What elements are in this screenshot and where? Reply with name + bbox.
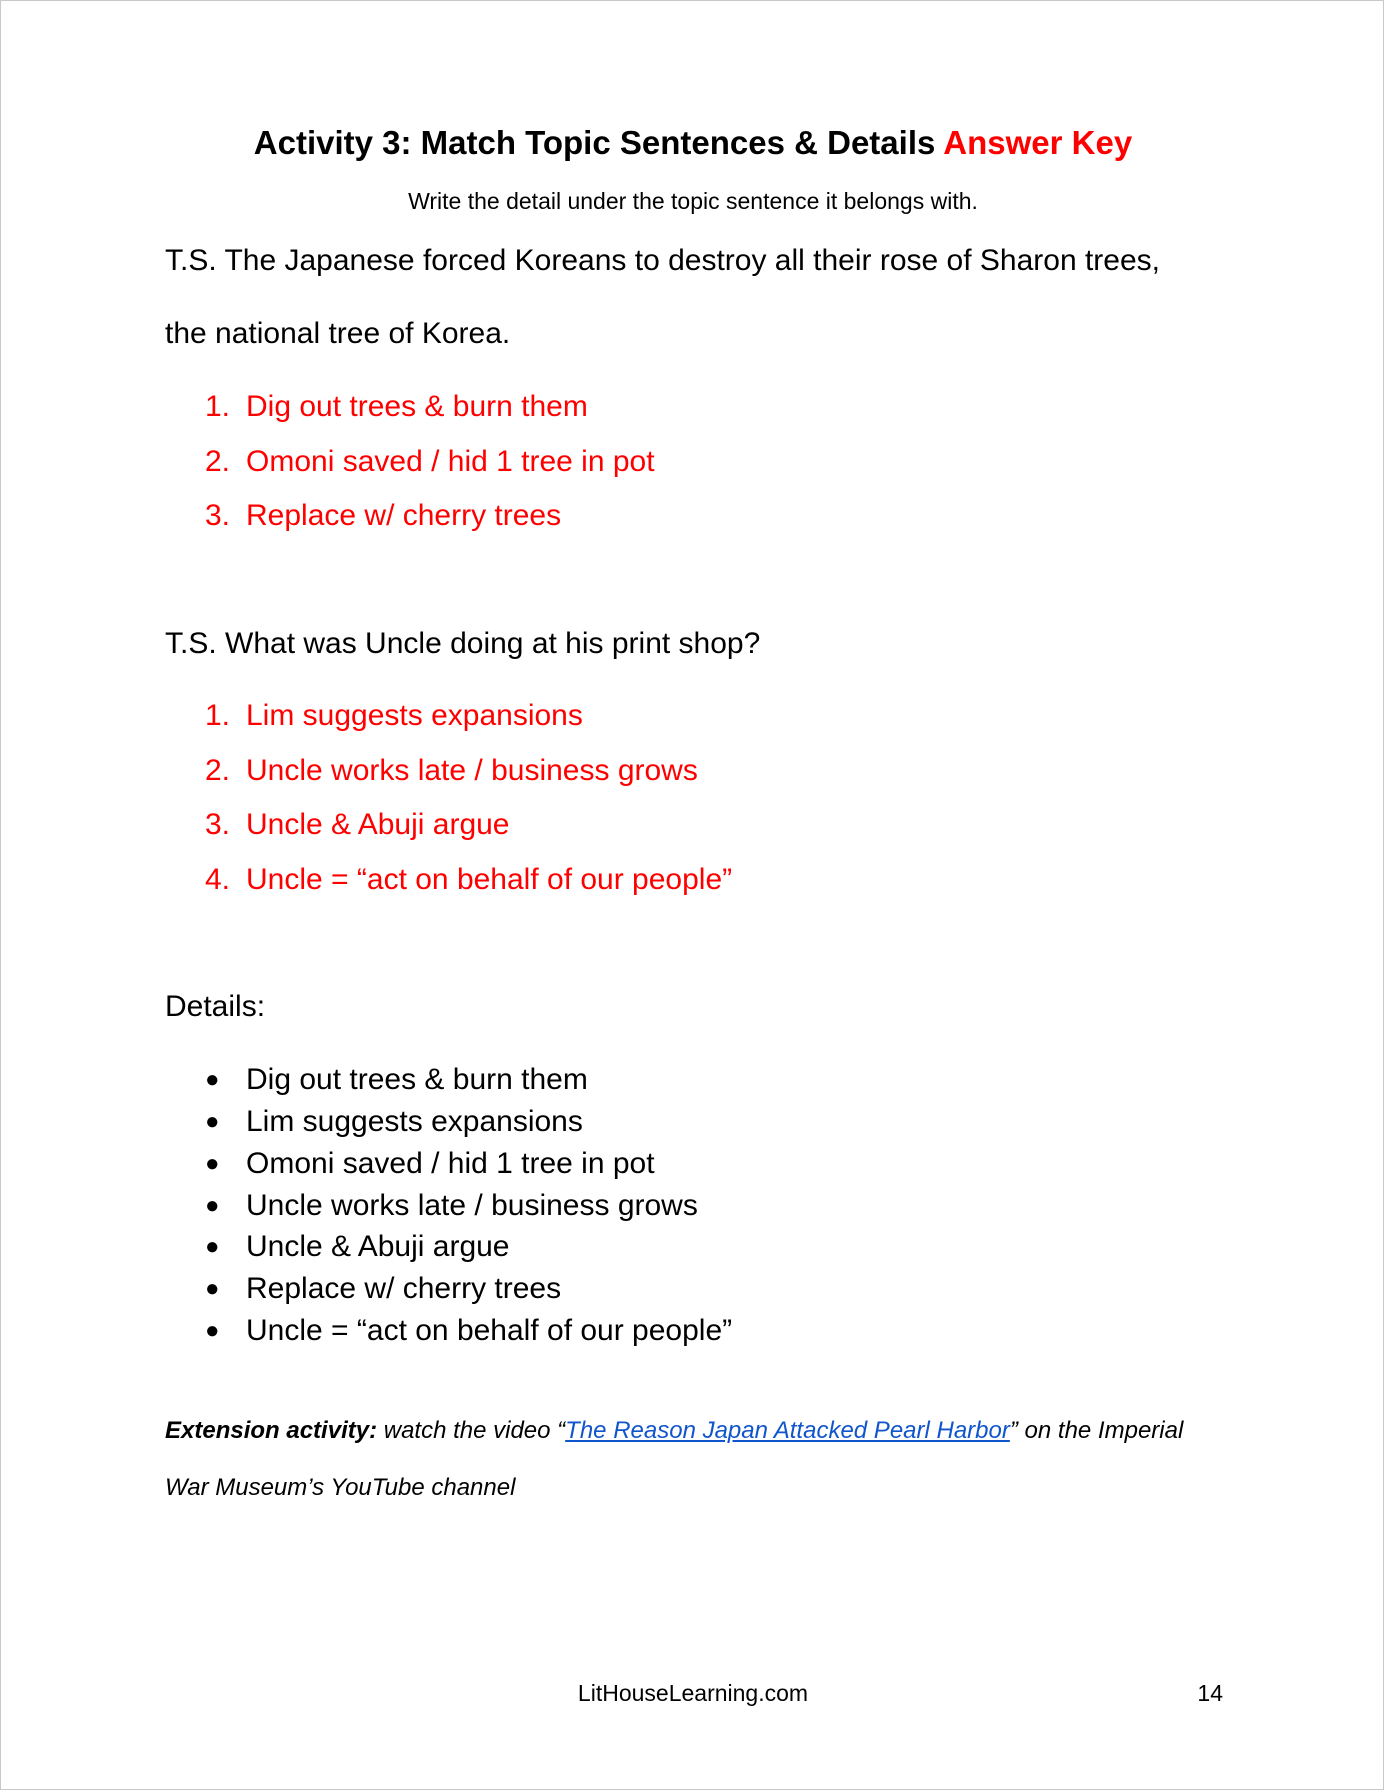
answer-text: Uncle & Abuji argue — [246, 808, 510, 841]
detail-text: Uncle works late / business grows — [246, 1189, 698, 1222]
video-link[interactable]: The Reason Japan Attacked Pearl Harbor — [565, 1417, 1010, 1444]
bullet-icon: ● — [205, 1108, 220, 1135]
answer-text: Lim suggests expansions — [246, 699, 583, 732]
footer-site: LitHouseLearning.com — [577, 1680, 809, 1706]
extension-activity-line-2: War Museum’s YouTube channel — [165, 1474, 516, 1501]
answer-number: 1. — [205, 699, 231, 732]
answer-number: 2. — [205, 754, 231, 787]
bullet-icon: ● — [205, 1192, 220, 1219]
answer-text: Omoni saved / hid 1 tree in pot — [246, 445, 655, 478]
bullet-icon: ● — [205, 1150, 220, 1177]
extension-before-link: watch the video “ — [377, 1417, 566, 1444]
detail-text: Omoni saved / hid 1 tree in pot — [246, 1147, 655, 1180]
page-title — [1, 122, 1384, 164]
answer-text: Replace w/ cherry trees — [246, 499, 562, 532]
title-answer-key: Answer Key — [943, 124, 1133, 161]
bullet-icon: ● — [205, 1317, 220, 1344]
detail-text: Uncle = “act on behalf of our people” — [246, 1314, 733, 1347]
bullet-icon: ● — [205, 1233, 220, 1260]
answer-number: 1. — [205, 390, 231, 423]
topic-sentence-1-line-2: the national tree of Korea. — [165, 317, 511, 350]
title-main: Activity 3: Match Topic Sentences & Details — [253, 124, 936, 161]
detail-text: Lim suggests expansions — [246, 1105, 583, 1138]
answer-text: Dig out trees & burn them — [246, 390, 588, 423]
detail-text: Replace w/ cherry trees — [246, 1272, 562, 1305]
answer-text: Uncle = “act on behalf of our people” — [246, 863, 733, 896]
details-label: Details: — [165, 990, 266, 1023]
detail-text: Uncle & Abuji argue — [246, 1230, 510, 1263]
answer-number: 2. — [205, 445, 231, 478]
instructions: Write the detail under the topic sentence it belongs with. — [408, 188, 978, 214]
detail-text: Dig out trees & burn them — [246, 1063, 588, 1096]
answer-number: 4. — [205, 863, 231, 896]
answer-number: 3. — [205, 808, 231, 841]
extension-lead: Extension activity: — [165, 1417, 378, 1444]
bullet-icon: ● — [205, 1066, 220, 1093]
topic-sentence-2: T.S. What was Uncle doing at his print shop? — [165, 627, 761, 660]
bullet-icon: ● — [205, 1275, 220, 1302]
answer-number: 3. — [205, 499, 231, 532]
topic-sentence-1-line-1: T.S. The Japanese forced Koreans to destroy all their rose of Sharon trees, — [165, 244, 1160, 277]
extension-activity-line-1 — [165, 1416, 1183, 1446]
answer-text: Uncle works late / business grows — [246, 754, 698, 787]
extension-after-link: ” on the Imperial — [1009, 1417, 1184, 1444]
page-number: 14 — [1197, 1680, 1223, 1706]
